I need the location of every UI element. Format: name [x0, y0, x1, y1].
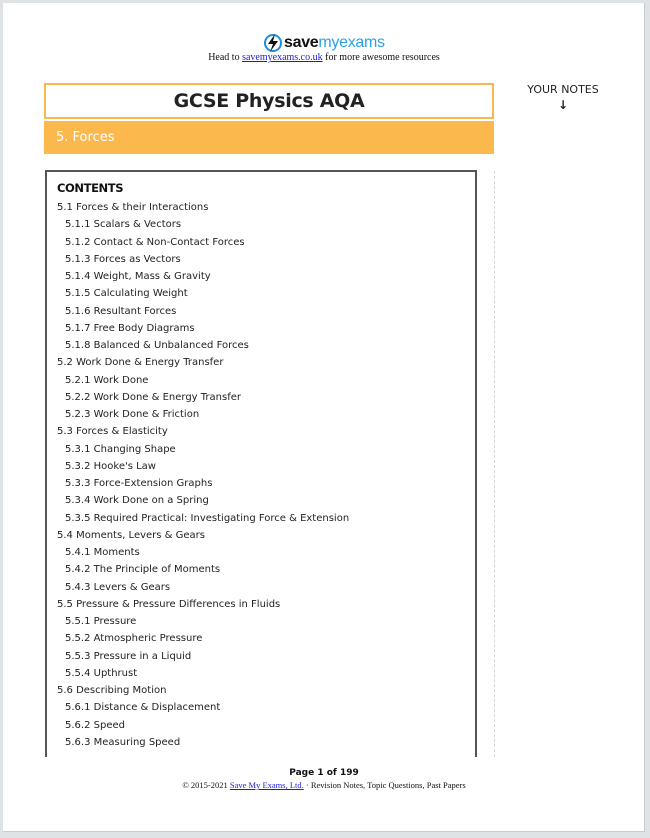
logo-text-save: save — [284, 34, 319, 51]
toc-subitem[interactable]: 5.1.7 Free Body Diagrams — [65, 322, 195, 334]
lightning-bolt-icon — [264, 34, 282, 52]
tagline-prefix: Head to — [208, 52, 243, 63]
your-notes — [508, 83, 618, 112]
title-box — [44, 83, 494, 119]
toc-subitem[interactable]: 5.1.2 Contact & Non-Contact Forces — [65, 236, 245, 248]
toc-subitem[interactable]: 5.1.8 Balanced & Unbalanced Forces — [65, 340, 249, 351]
toc-subitem[interactable]: 5.1.3 Forces as Vectors — [65, 253, 181, 265]
copyright-prefix: © 2015-2021 — [182, 780, 230, 790]
toc-subitem[interactable]: 5.5.4 Upthrust — [65, 667, 138, 679]
contents-box — [45, 170, 477, 757]
toc-subitem[interactable]: 5.3.3 Force-Extension Graphs — [65, 478, 213, 489]
toc-subitem[interactable]: 5.6.3 Measuring Speed — [65, 736, 181, 748]
toc-subitem[interactable]: 5.6.2 Speed — [65, 719, 125, 731]
document-title: GCSE Physics AQA — [173, 90, 365, 112]
arrow-down-icon: ↓ — [557, 98, 569, 112]
toc-subitem[interactable]: 5.2.2 Work Done & Energy Transfer — [65, 391, 241, 403]
copyright-suffix: · Revision Notes, Topic Questions, Past Papers — [303, 780, 466, 790]
footer-copyright — [3, 780, 645, 790]
save-my-exams-link[interactable]: Save My Exams, Ltd. — [229, 780, 304, 790]
toc-subitem[interactable]: 5.6.1 Distance & Displacement — [65, 702, 221, 714]
toc-subitem[interactable]: 5.5.3 Pressure in a Liquid — [65, 650, 192, 662]
toc-section[interactable]: 5.5 Pressure & Pressure Differences in Fluids — [57, 598, 281, 610]
toc-section[interactable]: 5.6 Describing Motion — [57, 685, 167, 696]
toc-section[interactable]: 5.2 Work Done & Energy Transfer — [57, 357, 224, 369]
document-page — [3, 3, 645, 832]
toc-subitem[interactable]: 5.3.4 Work Done on a Spring — [65, 495, 209, 507]
notes-divider — [494, 171, 495, 757]
toc-section[interactable]: 5.3 Forces & Elasticity — [57, 426, 168, 438]
your-notes-label: YOUR NOTES — [527, 83, 599, 96]
toc-section[interactable]: 5.1 Forces & their Interactions — [57, 202, 209, 213]
toc-subitem[interactable]: 5.4.3 Levers & Gears — [65, 581, 171, 593]
contents-list — [57, 199, 475, 751]
toc-section[interactable]: 5.4 Moments, Levers & Gears — [57, 529, 205, 541]
toc-subitem[interactable]: 5.5.1 Pressure — [65, 616, 137, 627]
toc-subitem[interactable]: 5.4.2 The Principle of Moments — [65, 564, 221, 576]
toc-subitem[interactable]: 5.3.1 Changing Shape — [65, 443, 176, 455]
toc-subitem[interactable]: 5.3.2 Hooke's Law — [65, 460, 156, 472]
tagline-suffix: for more awesome resources — [322, 52, 440, 63]
toc-subitem[interactable]: 5.1.1 Scalars & Vectors — [65, 219, 182, 231]
logo-text-myexams: myexams — [318, 34, 385, 51]
toc-subitem[interactable]: 5.5.2 Atmospheric Pressure — [65, 633, 203, 645]
header-tagline — [3, 52, 645, 63]
toc-subitem[interactable]: 5.1.5 Calculating Weight — [65, 288, 188, 300]
savemyexams-link[interactable]: savemyexams.co.uk — [242, 52, 323, 63]
section-title: 5. Forces — [56, 130, 115, 145]
toc-subitem[interactable]: 5.1.4 Weight, Mass & Gravity — [65, 271, 211, 282]
section-bar — [44, 121, 494, 154]
toc-subitem[interactable]: 5.2.1 Work Done — [65, 374, 149, 386]
page-number: Page 1 of 199 — [289, 768, 359, 778]
save-my-exams-logo — [264, 33, 385, 53]
toc-subitem[interactable]: 5.4.1 Moments — [65, 547, 140, 558]
contents-heading: CONTENTS — [57, 181, 124, 195]
toc-subitem[interactable]: 5.3.5 Required Practical: Investigating Force & Extension — [65, 512, 350, 524]
toc-subitem[interactable]: 5.2.3 Work Done & Friction — [65, 409, 200, 420]
toc-subitem[interactable]: 5.1.6 Resultant Forces — [65, 305, 177, 317]
